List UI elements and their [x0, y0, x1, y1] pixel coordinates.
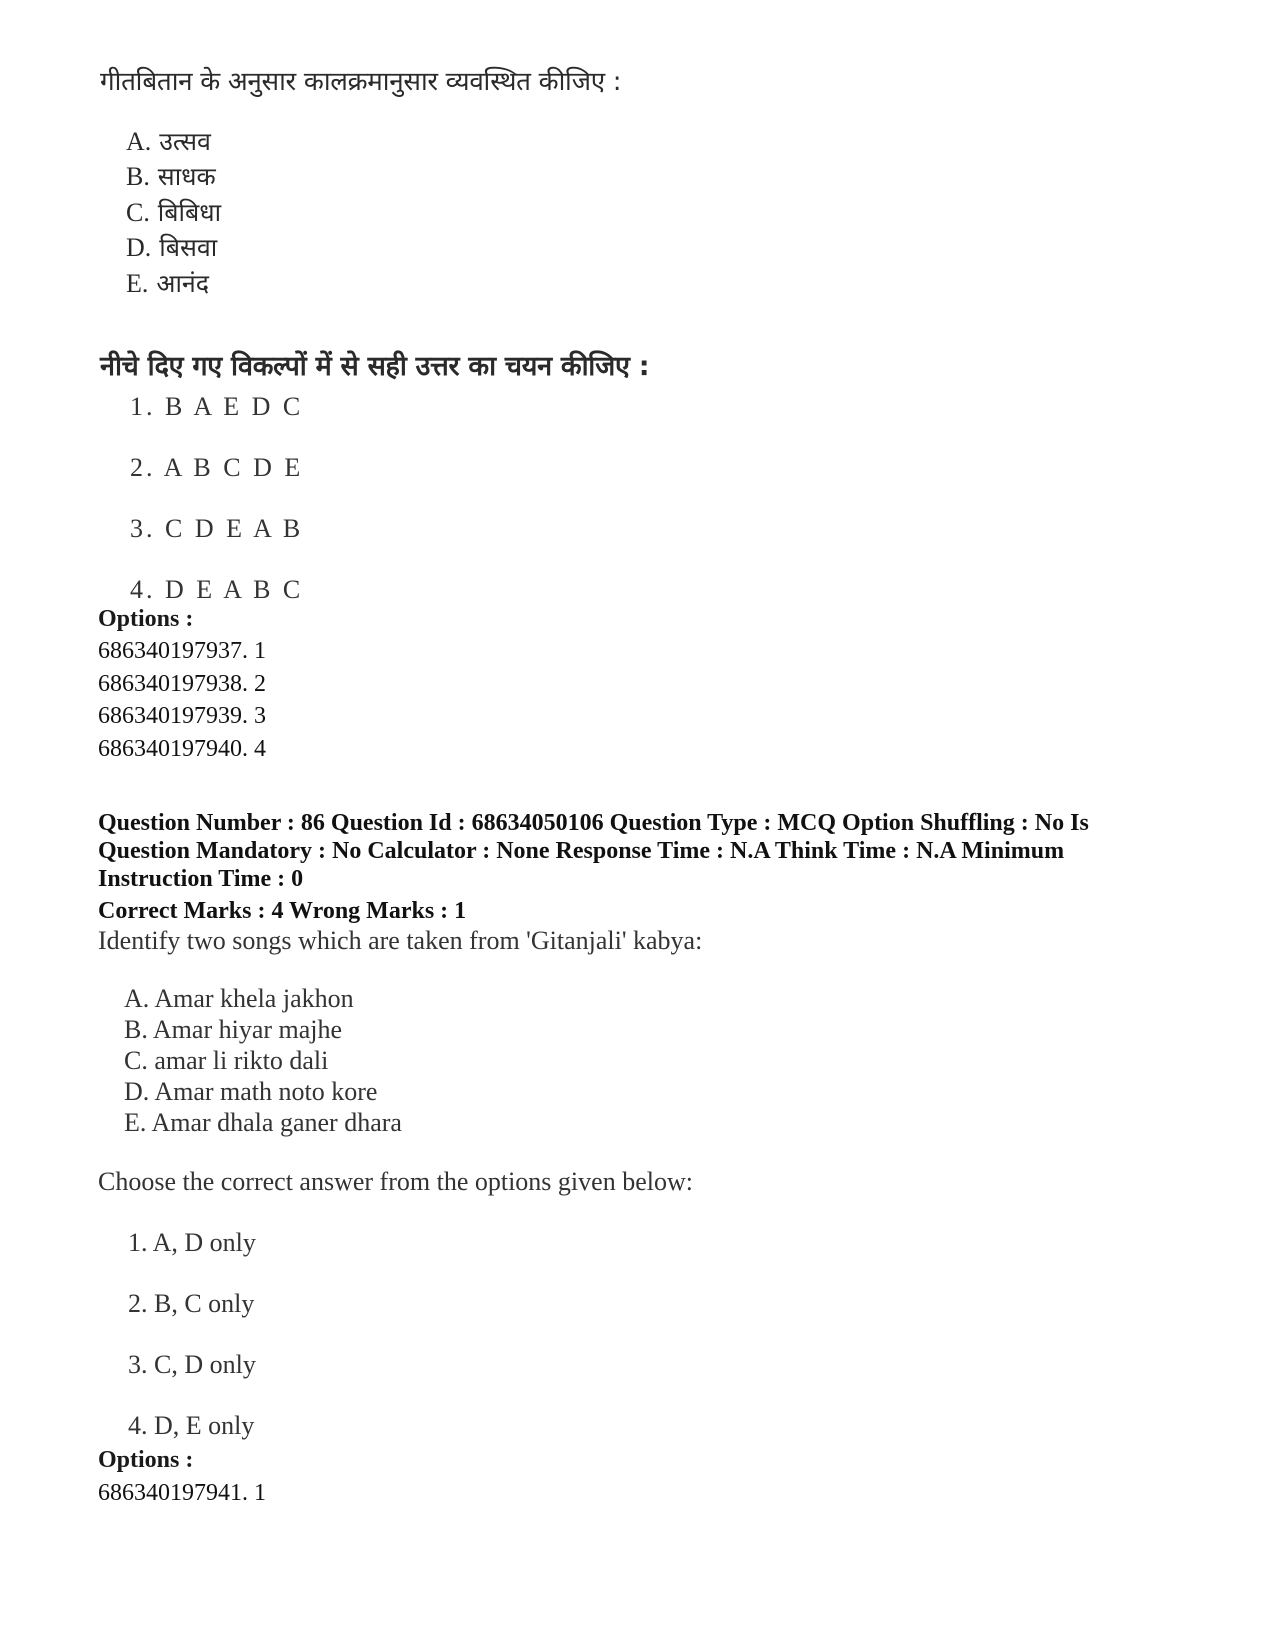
option-id: 686340197940. 4	[98, 736, 266, 762]
item-label: D.	[126, 233, 152, 262]
list-item: A. Amar khela jakhon	[124, 984, 354, 1013]
question-meta: Question Number : 86 Question Id : 68634050106 Question Type : MCQ Option Shuffling : No Is Question Mandatory : No Calculator : None Response Time : N.A Think Time : N.A Minimum Instruction Time : 0	[98, 810, 1089, 892]
item-text: बिबिधा	[157, 198, 222, 227]
item-label: A.	[126, 127, 152, 156]
instruction-text: नीचे दिए गए विकल्पों में से सही उत्तर का चयन कीजिए :	[100, 351, 650, 382]
list-item: D. Amar math noto kore	[124, 1077, 378, 1106]
list-item: E. Amar dhala ganer dhara	[124, 1108, 402, 1137]
list-item	[126, 159, 216, 193]
instruction-text: Choose the correct answer from the options given below:	[98, 1167, 693, 1196]
answer-choice: 3. C D E A B	[130, 514, 304, 543]
answer-choice: 2. B, C only	[128, 1289, 255, 1318]
item-text: बिसवा	[159, 233, 218, 262]
options-heading: Options :	[98, 1447, 194, 1473]
answer-choice: 1. B A E D C	[130, 392, 304, 421]
option-id: 686340197938. 2	[98, 671, 266, 697]
list-item	[126, 266, 209, 300]
question-stem: Identify two songs which are taken from 'Gitanjali' kabya:	[98, 926, 703, 955]
marks-info: Correct Marks : 4 Wrong Marks : 1	[98, 898, 467, 924]
item-text: साधक	[157, 162, 216, 191]
list-item	[126, 124, 211, 158]
answer-choice: 2. A B C D E	[130, 453, 304, 482]
item-label: E.	[126, 269, 149, 298]
item-text: उत्सव	[159, 127, 211, 156]
options-heading: Options :	[98, 606, 194, 632]
option-id: 686340197941. 1	[98, 1480, 266, 1506]
list-item: B. Amar hiyar majhe	[124, 1015, 343, 1044]
item-label: B.	[126, 162, 150, 191]
option-id: 686340197939. 3	[98, 703, 266, 729]
list-item	[126, 230, 217, 264]
answer-choice: 1. A, D only	[128, 1228, 256, 1257]
item-text: आनंद	[156, 269, 210, 298]
answer-choice: 4. D E A B C	[130, 575, 304, 604]
option-id: 686340197937. 1	[98, 638, 266, 664]
list-item: C. amar li rikto dali	[124, 1046, 329, 1075]
question-stem: गीतबितान के अनुसार कालक्रमानुसार व्यवस्थित कीजिए :	[100, 67, 622, 97]
answer-choice: 3. C, D only	[128, 1350, 256, 1379]
item-label: C.	[126, 198, 150, 227]
list-item	[126, 195, 221, 229]
answer-choice: 4. D, E only	[128, 1411, 255, 1440]
